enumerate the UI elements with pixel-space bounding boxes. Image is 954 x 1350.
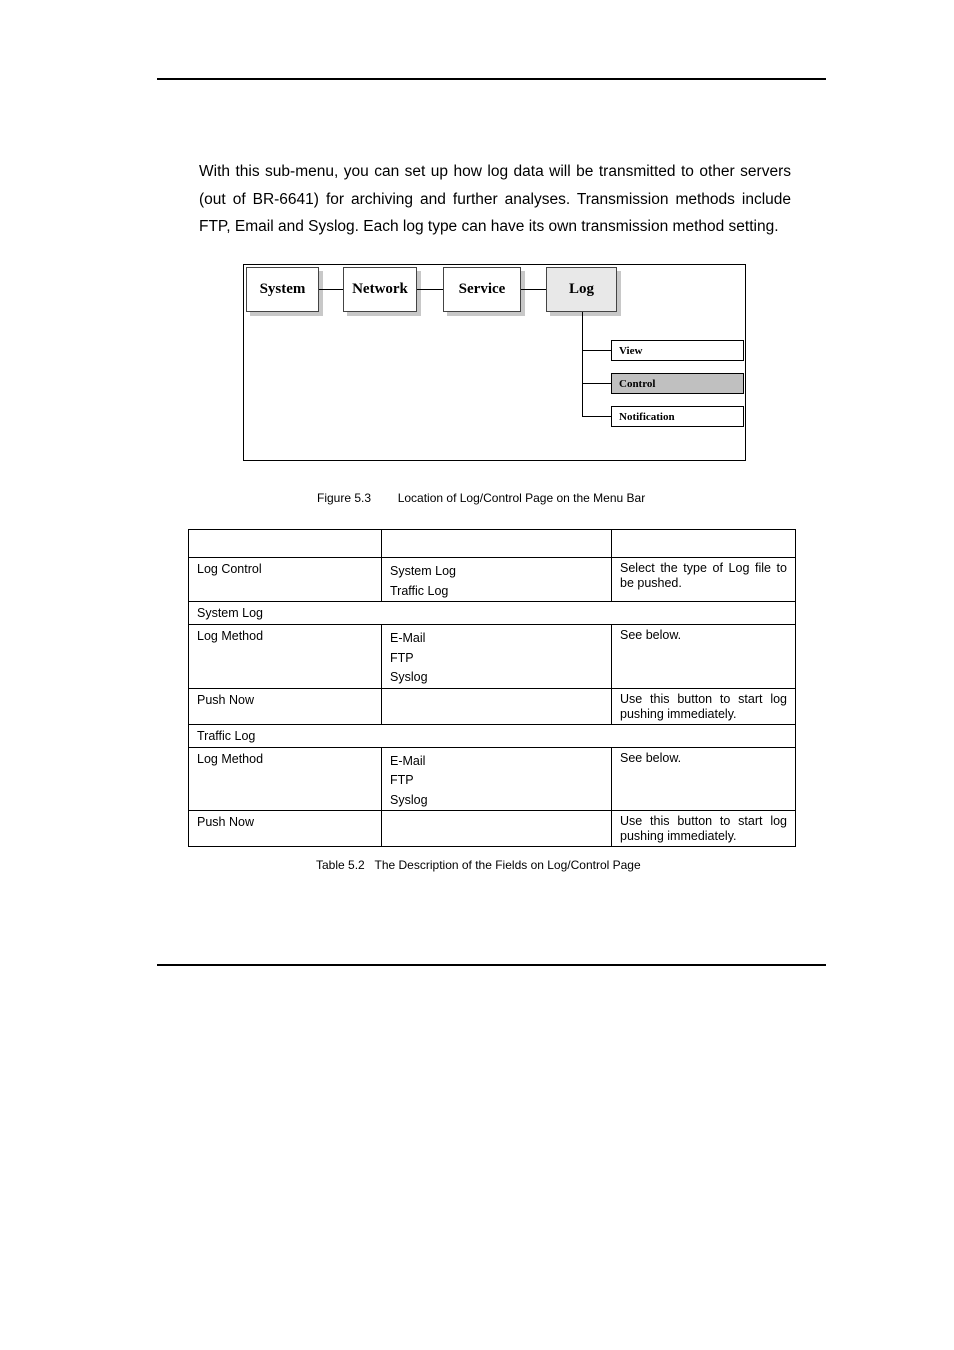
field-description: Use this button to start log pushing immediately. <box>612 688 796 724</box>
field-name: Log Control <box>189 558 382 602</box>
option-item: FTP <box>390 650 414 665</box>
menu-connector <box>521 289 546 290</box>
header-rule <box>157 78 826 80</box>
submenu-connector <box>582 416 611 417</box>
table-row <box>189 625 796 689</box>
submenu-item-view: View <box>611 340 744 361</box>
figure-caption <box>317 491 645 505</box>
header-cell <box>612 530 796 558</box>
field-name: Push Now <box>189 811 382 847</box>
option-item: Syslog <box>390 670 428 684</box>
section-label: Traffic Log <box>189 724 796 747</box>
section-label: System Log <box>189 602 796 625</box>
header-cell <box>382 530 612 558</box>
header-cell <box>189 530 382 558</box>
table-section-row <box>189 602 796 625</box>
field-description: See below. <box>612 625 796 689</box>
field-name: Log Method <box>189 625 382 689</box>
field-options <box>382 688 612 724</box>
table-row <box>189 688 796 724</box>
option-item: Traffic Log <box>390 583 449 598</box>
table-caption-number: Table 5.2 <box>316 858 365 872</box>
field-name: Log Method <box>189 747 382 811</box>
field-options <box>382 811 612 847</box>
submenu-item-control: Control <box>611 373 744 394</box>
table-caption <box>316 858 641 872</box>
table-row <box>189 747 796 811</box>
figure-caption-number: Figure 5.3 <box>317 491 372 505</box>
option-item: Syslog <box>390 792 428 807</box>
table-section-row <box>189 724 796 747</box>
submenu-item-notification: Notification <box>611 406 744 427</box>
field-description: Use this button to start log pushing immediately. <box>612 811 796 847</box>
option-item: E-Mail <box>390 631 426 645</box>
field-options <box>382 558 612 602</box>
menu-button-network: Network <box>343 267 417 312</box>
menu-button-service: Service <box>443 267 521 312</box>
table-header-row <box>189 530 796 558</box>
figure-caption-text: Location of Log/Control Page on the Menu Bar <box>397 491 646 505</box>
field-description: See below. <box>612 747 796 811</box>
table-caption-text: The Description of the Fields on Log/Control Page <box>374 858 641 872</box>
field-name: Push Now <box>189 688 382 724</box>
menu-connector <box>417 289 443 290</box>
menu-connector <box>319 289 343 290</box>
field-options <box>382 625 612 689</box>
footer-rule <box>157 964 826 966</box>
field-options <box>382 747 612 811</box>
table-row <box>189 558 796 602</box>
option-item: E-Mail <box>390 753 426 768</box>
submenu-connector <box>582 383 611 384</box>
fields-table <box>188 529 796 847</box>
submenu-trunk <box>582 312 583 416</box>
menu-button-log: Log <box>546 267 617 312</box>
intro-paragraph: With this sub-menu, you can set up how log data will be transmitted to other servers (out of BR-6641) for archiving and further analyses. Transmission methods include FTP, Email and Syslog. Each log type can have its own transmission method setting. <box>199 163 791 235</box>
option-item: FTP <box>390 773 414 787</box>
submenu-connector <box>582 350 611 351</box>
field-description: Select the type of Log file to be pushed. <box>612 558 796 602</box>
option-item: System Log <box>390 564 457 578</box>
table-row <box>189 811 796 847</box>
menu-diagram <box>243 264 746 461</box>
menu-button-system: System <box>246 267 319 312</box>
